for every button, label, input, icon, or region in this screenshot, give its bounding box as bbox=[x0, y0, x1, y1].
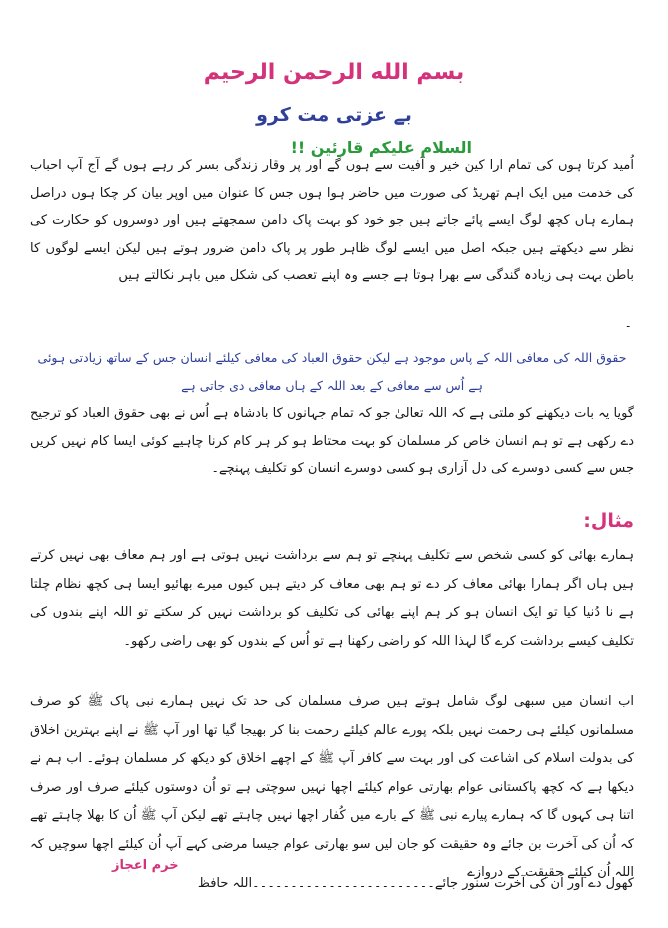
author-signature: خرم اعجاز bbox=[112, 858, 179, 873]
example-heading: مثال: bbox=[583, 510, 634, 532]
closing-line: کھول دے اور اُن کی آخرت سنور جائے۔۔۔۔۔۔۔۔۔۔۔۔۔۔۔۔۔۔۔۔۔۔۔۔اللہ حافظ bbox=[197, 876, 634, 891]
greeting-text: السلام علیکم قارئین !! bbox=[290, 138, 472, 157]
body-paragraph-2: گویا یہ بات دیکھنے کو ملتی ہے کہ اللہ تعالیٰ جو کہ تمام جہانوں کا بادشاہ ہے اُس نے بھی حقوق العباد کو ترجیح دے رکھی ہے تو ہم انسان خاص کر مسلمان کو بہت محتاط ہو کر ہر کام کرنا چاہیے کوئی ایسا کام نہیں کریں جس سے کسی دوسرے کی دل آزاری ہو کسی دوسرے انسان کو تکلیف پہنچے۔ bbox=[30, 406, 634, 476]
intro-paragraph: اُمید کرتا ہوں کی تمام ارا کین خیر و آفیت سے ہوں گے اور پر وقار زندگی بسر کر رہے ہوں گے آج آپ احباب کی خدمت میں ایک اہم تھریڈ کی صورت میں حاضر ہوا ہوں جس کا عنوان میں اوپر بیان کر چکا ہوں دراصل ہمارے ہاں کچھ لوگ ایسے پائے جاتے ہیں جو خود کو بہت پاک دامن سمجھتے ہیں اور دوسروں کو حکارت کی نظر سے دیکھتے ہیں جبکہ اصل میں ایسے لوگ ظاہر طور پر پاک دامن ضرور ہوتے ہیں لیکن ایسے لوگوں کا باطن بہت ہی زیادہ گندگی سے بھرا ہوتا ہے جسے وہ اپنے تعصب کی شکل میں باہر نکالتے ہیں bbox=[30, 158, 634, 283]
page-title: بے عزتی مت کرو bbox=[256, 104, 412, 126]
bismillah-heading: بسم الله الرحمن الرحیم bbox=[203, 60, 465, 85]
highlight-quote: حقوق اللہ کی معافی اللہ کے پاس موجود ہے لیکن حقوق العباد کی معافی کیلئے انسان جس کے ساتھ زیادتی ہوئی ہے اُس سے معافی کے بعد اللہ کے ہاں معافی دی جاتی ہے bbox=[37, 350, 627, 393]
example-paragraph: ہمارے بھائی کو کسی شخص سے تکلیف پہنچے تو ہم سے برداشت نہیں ہوتی ہے اور ہم معاف بھی نہیں کرتے ہیں ہاں اگر ہمارا بھائی معاف کر دے تو ہم بھی معاف کر دیتے ہیں کیوں میرے بھائیو ایسا ہی کچھ نظام چلتا ہے نا دُنیا کیا تو ایک انسان ہو کر ہم اپنے بھائی کی تکلیف کو برداشت نہیں کر سکتے تو اللہ اپنے بندوں کی تکلیف کیسے برداشت کرے گا لہذا اللہ کو راضی رکھنا ہے تو اُس کے بندوں کو بھی راضی رکھو۔ bbox=[30, 548, 634, 649]
intro-paragraph-end: ۔ bbox=[624, 316, 632, 331]
body-paragraph-4: اب انسان میں سبھی لوگ شامل ہوتے ہیں صرف مسلمان کی حد تک نہیں ہمارے نبی پاک ﷺ کو صرف مسلمانوں کیلئے ہی رحمت نہیں بلکہ پورے عالم کیلئے رحمت بنا کر بھیجا گیا تھا اور آپ ﷺ نے اپنے بہترین اخلاق کی بدولت اسلام کی اشاعت کی اور بہت سے کافر آپ ﷺ کے اچھے اخلاق کو دیکھ کر مسلمان ہوئے۔ اب ہم نے دیکھا ہے کہ کچھ پاکستانی عوام بھارتی عوام کیلئے اچھا نہیں سوچتی ہے تو اُن دوستوں کیلئے صرف اور صرف اتنا ہی کہوں گا کہ ہمارے پیارے نبی ﷺ کے بارے میں کُفار اچھا نہیں چاہتے تھے لیکن آپ ﷺ اُن کا بھلا چاہتے تھے کہ اُن کی آخرت بن جائے وہ حقیقت کو جان لیں سو بھارتی عوام جیسا مرضی کہے آپ اُن کیلئے اچھا سوچیں کہ اللہ اُن کیلئے حقیقت کے دروازے bbox=[30, 694, 634, 880]
